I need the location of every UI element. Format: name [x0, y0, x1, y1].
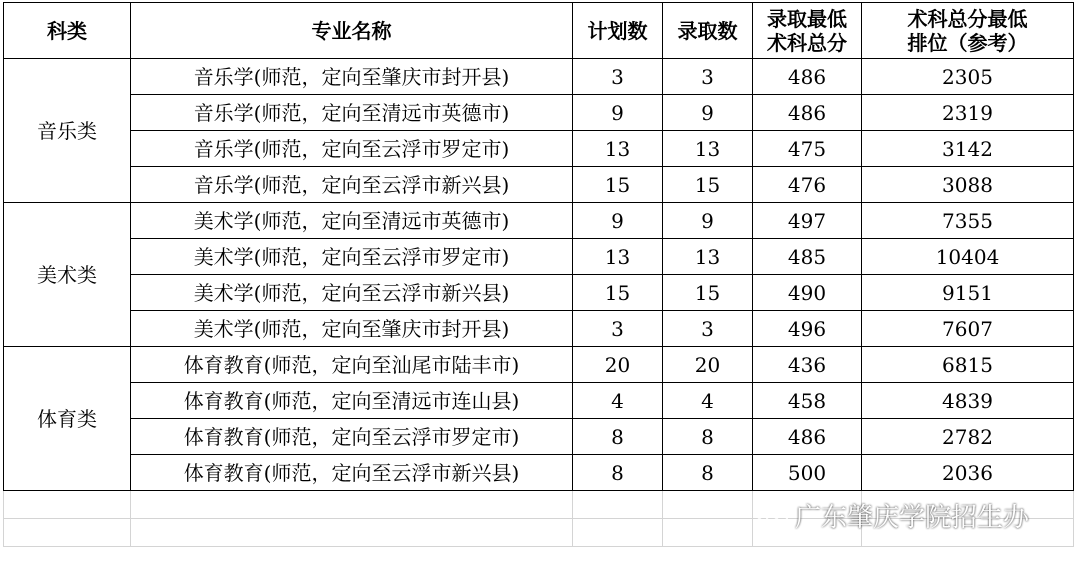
rank-cell: 7607 — [862, 311, 1074, 347]
plan-cell: 9 — [573, 203, 663, 239]
rank-cell: 6815 — [862, 347, 1074, 383]
table-row — [4, 383, 1074, 419]
header-plan: 计划数 — [573, 3, 663, 59]
watermark-text: 广东肇庆学院招生办 — [795, 503, 1030, 533]
table-body — [4, 3, 1074, 547]
rank-cell: 2319 — [862, 95, 1074, 131]
table-row — [4, 311, 1074, 347]
header-rank — [862, 3, 1074, 59]
category-cell: 体育类 — [4, 347, 131, 491]
plan-cell: 8 — [573, 419, 663, 455]
empty-cell — [131, 491, 573, 519]
admitted-cell: 13 — [663, 131, 753, 167]
plan-cell: 3 — [573, 311, 663, 347]
rank-cell: 9151 — [862, 275, 1074, 311]
header-row — [4, 3, 1074, 59]
major-cell: 美术学(师范，定向至云浮市罗定市) — [131, 239, 573, 275]
empty-cell — [663, 519, 753, 547]
min-score-cell: 475 — [753, 131, 862, 167]
header-category: 科类 — [4, 3, 131, 59]
table-row — [4, 239, 1074, 275]
rank-cell: 10404 — [862, 239, 1074, 275]
empty-cell — [573, 491, 663, 519]
plan-cell: 9 — [573, 95, 663, 131]
admitted-cell: 3 — [663, 311, 753, 347]
admitted-cell: 3 — [663, 59, 753, 95]
admission-table — [3, 2, 1074, 547]
plan-cell: 15 — [573, 275, 663, 311]
header-rank-line2: 排位（参考） — [907, 30, 1028, 55]
min-score-cell: 436 — [753, 347, 862, 383]
plan-cell: 20 — [573, 347, 663, 383]
min-score-cell: 476 — [753, 167, 862, 203]
wechat-icon — [755, 501, 789, 531]
empty-cell — [663, 491, 753, 519]
plan-cell: 15 — [573, 167, 663, 203]
admitted-cell: 8 — [663, 419, 753, 455]
min-score-cell: 458 — [753, 383, 862, 419]
major-cell: 体育教育(师范，定向至云浮市罗定市) — [131, 419, 573, 455]
admitted-cell: 20 — [663, 347, 753, 383]
major-cell: 体育教育(师范，定向至云浮市新兴县) — [131, 455, 573, 491]
major-cell: 美术学(师范，定向至清远市英德市) — [131, 203, 573, 239]
category-cell: 音乐类 — [4, 59, 131, 203]
plan-cell: 13 — [573, 131, 663, 167]
table-row — [4, 167, 1074, 203]
rank-cell: 4839 — [862, 383, 1074, 419]
min-score-cell: 490 — [753, 275, 862, 311]
major-cell: 体育教育(师范，定向至汕尾市陆丰市) — [131, 347, 573, 383]
empty-cell — [4, 519, 131, 547]
rank-cell: 2305 — [862, 59, 1074, 95]
min-score-cell: 486 — [753, 419, 862, 455]
min-score-cell: 497 — [753, 203, 862, 239]
rank-cell: 7355 — [862, 203, 1074, 239]
min-score-cell: 500 — [753, 455, 862, 491]
header-admitted: 录取数 — [663, 3, 753, 59]
min-score-cell: 486 — [753, 95, 862, 131]
header-major: 专业名称 — [131, 3, 573, 59]
header-min-score-line2: 术科总分 — [767, 30, 847, 55]
admitted-cell: 8 — [663, 455, 753, 491]
table-row — [4, 59, 1074, 95]
table-row — [4, 131, 1074, 167]
major-cell: 音乐学(师范，定向至云浮市罗定市) — [131, 131, 573, 167]
watermark — [755, 497, 1029, 534]
admitted-cell: 13 — [663, 239, 753, 275]
table-row — [4, 455, 1074, 491]
admitted-cell: 15 — [663, 275, 753, 311]
admitted-cell: 9 — [663, 203, 753, 239]
min-score-cell: 485 — [753, 239, 862, 275]
major-cell: 美术学(师范，定向至肇庆市封开县) — [131, 311, 573, 347]
major-cell: 音乐学(师范，定向至肇庆市封开县) — [131, 59, 573, 95]
table-row — [4, 347, 1074, 383]
admitted-cell: 4 — [663, 383, 753, 419]
major-cell: 音乐学(师范，定向至清远市英德市) — [131, 95, 573, 131]
table-row — [4, 275, 1074, 311]
table-row — [4, 419, 1074, 455]
header-min-score-line1: 录取最低 — [767, 6, 847, 31]
header-min-score — [753, 3, 862, 59]
empty-cell — [131, 519, 573, 547]
plan-cell: 13 — [573, 239, 663, 275]
plan-cell: 8 — [573, 455, 663, 491]
major-cell: 体育教育(师范，定向至清远市连山县) — [131, 383, 573, 419]
table-row — [4, 203, 1074, 239]
major-cell: 音乐学(师范，定向至云浮市新兴县) — [131, 167, 573, 203]
empty-cell — [4, 491, 131, 519]
admitted-cell: 9 — [663, 95, 753, 131]
rank-cell: 2036 — [862, 455, 1074, 491]
category-cell: 美术类 — [4, 203, 131, 347]
rank-cell: 3142 — [862, 131, 1074, 167]
plan-cell: 3 — [573, 59, 663, 95]
table-row — [4, 95, 1074, 131]
major-cell: 美术学(师范，定向至云浮市新兴县) — [131, 275, 573, 311]
min-score-cell: 496 — [753, 311, 862, 347]
min-score-cell: 486 — [753, 59, 862, 95]
plan-cell: 4 — [573, 383, 663, 419]
header-rank-line1: 术科总分最低 — [907, 6, 1028, 31]
rank-cell: 2782 — [862, 419, 1074, 455]
rank-cell: 3088 — [862, 167, 1074, 203]
empty-cell — [573, 519, 663, 547]
admitted-cell: 15 — [663, 167, 753, 203]
